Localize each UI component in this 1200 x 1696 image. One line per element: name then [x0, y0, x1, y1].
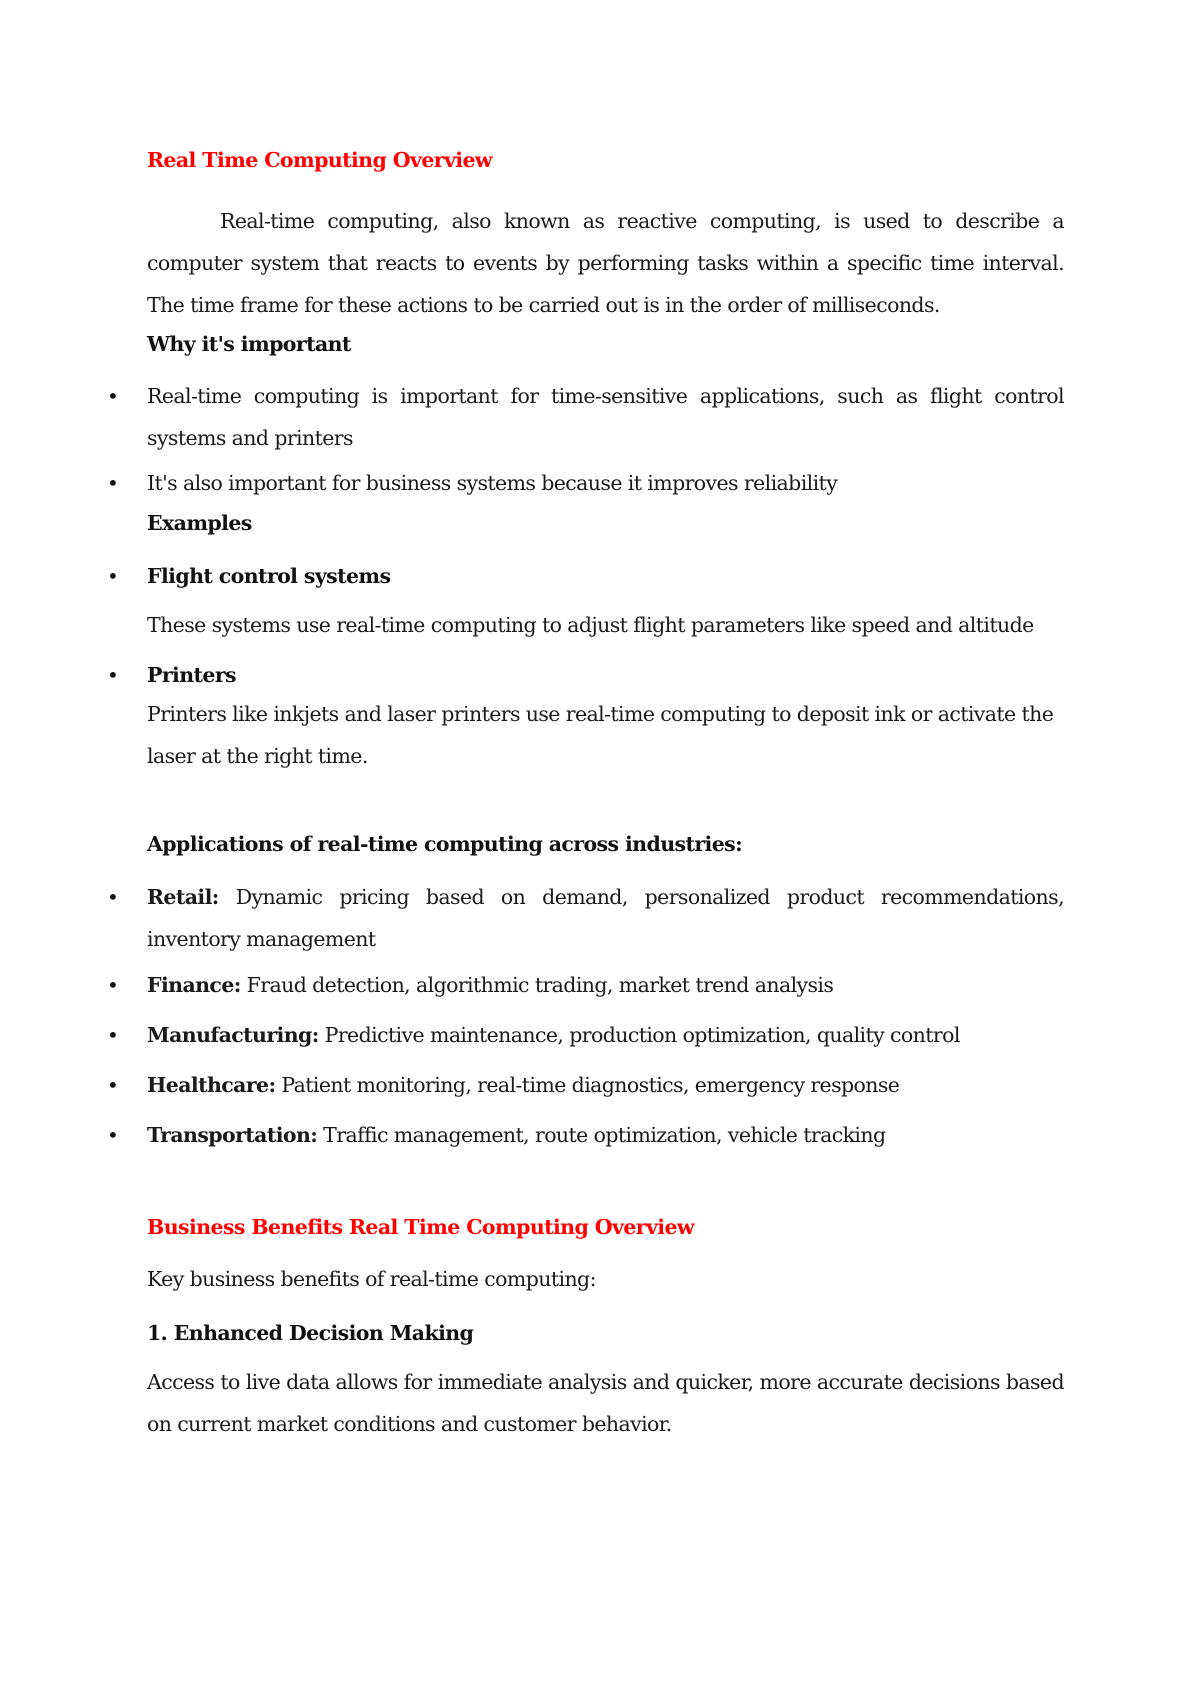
application-label: Healthcare: — [147, 1073, 276, 1097]
application-text: Fraud detection, algorithmic trading, market trend analysis — [240, 973, 834, 997]
bullet-icon: • — [107, 471, 119, 495]
application-text: Traffic management, route optimization, vehicle tracking — [317, 1123, 886, 1147]
benefits-intro: Key business benefits of real-time computing: — [147, 1267, 596, 1291]
application-text: Patient monitoring, real-time diagnostics, emergency response — [275, 1073, 900, 1097]
bullet-icon: • — [107, 1023, 119, 1047]
benefit-text-decision-making: Access to live data allows for immediate analysis and quicker, more accurate decisions based on current market conditions and customer behavior. — [147, 1370, 1064, 1436]
application-label: Retail: — [147, 885, 219, 909]
benefit-heading-decision-making: 1. Enhanced Decision Making — [147, 1321, 474, 1345]
application-item-transportation — [147, 1114, 1064, 1156]
why-item-2: It's also important for business systems because it improves reliability — [147, 471, 838, 495]
bullet-icon: • — [107, 384, 119, 408]
application-label: Finance: — [147, 973, 241, 997]
bullet-icon: • — [107, 564, 119, 588]
example-title-flight-control: Flight control systems — [147, 564, 391, 588]
bullet-icon: • — [107, 1073, 119, 1097]
section-title-overview: Real Time Computing Overview — [147, 148, 492, 172]
section-title-business-benefits: Business Benefits Real Time Computing Overview — [147, 1215, 694, 1239]
bullet-icon: • — [107, 973, 119, 997]
application-text: Predictive maintenance, production optimization, quality control — [318, 1023, 960, 1047]
why-important-heading: Why it's important — [147, 332, 351, 356]
example-text-printers: Printers like inkjets and laser printers use real-time computing to deposit ink or activate the laser at the right time. — [147, 702, 1054, 768]
application-text: Dynamic pricing based on demand, personalized product recommendations, inventory management — [147, 885, 1064, 951]
examples-heading: Examples — [147, 511, 252, 535]
bullet-icon: • — [107, 1123, 119, 1147]
application-label: Transportation: — [147, 1123, 318, 1147]
why-item-1: Real-time computing is important for time-sensitive applications, such as flight control systems and printers — [147, 384, 1064, 450]
application-item-retail — [147, 876, 1064, 960]
bullet-icon: • — [107, 663, 119, 687]
applications-heading: Applications of real-time computing across industries: — [147, 832, 743, 856]
application-item-finance — [147, 964, 1064, 1006]
example-title-printers: Printers — [147, 663, 236, 687]
example-text-flight-control: These systems use real-time computing to adjust flight parameters like speed and altitude — [147, 613, 1034, 637]
application-label: Manufacturing: — [147, 1023, 319, 1047]
bullet-icon: • — [107, 885, 119, 909]
intro-paragraph: Real-time computing, also known as reactive computing, is used to describe a computer system that reacts to events by performing tasks within a specific time interval. The time frame for these actions to be carried out is in the order of milliseconds. — [147, 209, 1064, 317]
application-item-healthcare — [147, 1064, 1064, 1106]
application-item-manufacturing — [147, 1014, 1064, 1056]
